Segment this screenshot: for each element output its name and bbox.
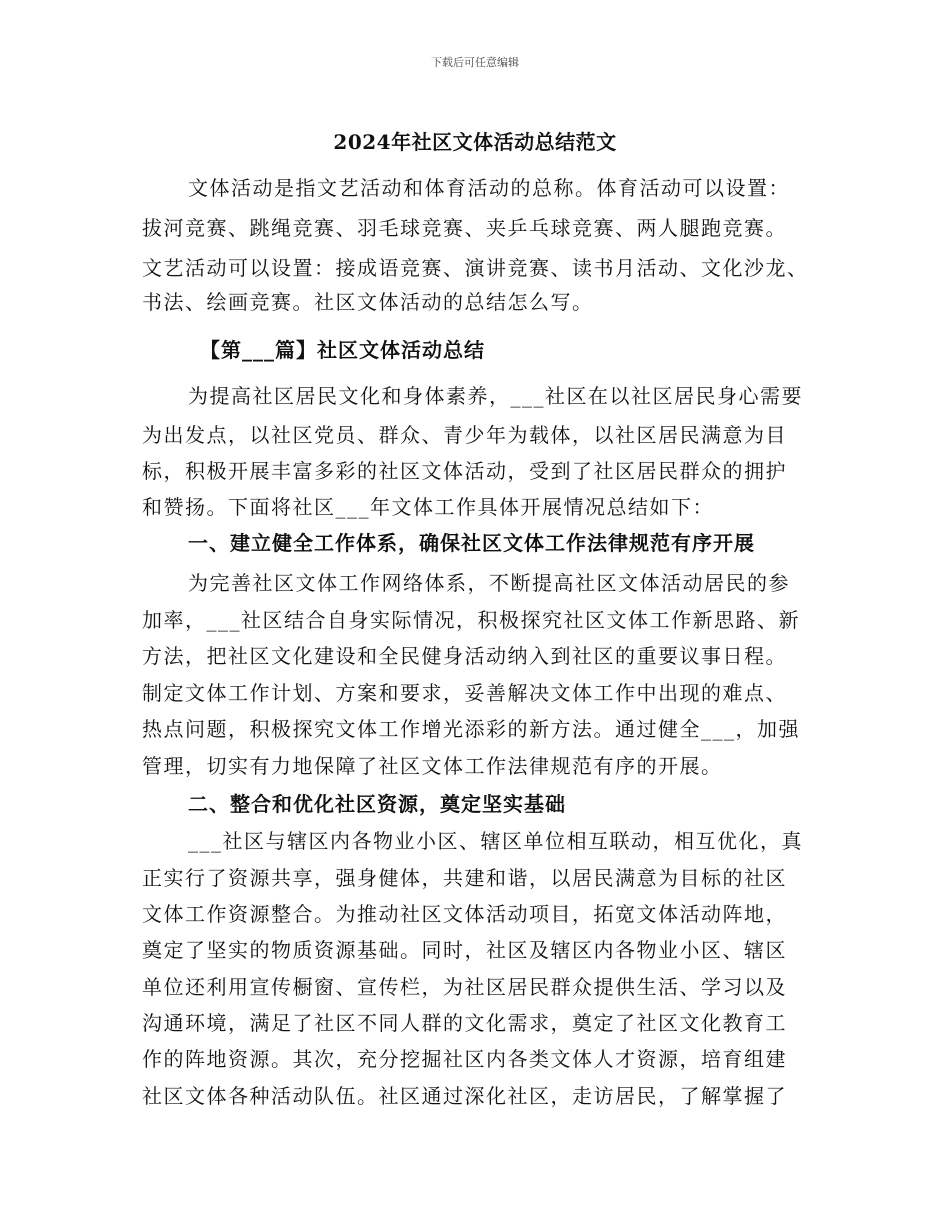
intro-line: 文体活动是指文艺活动和体育活动的总称。体育活动可以设置：: [188, 176, 790, 200]
subsection-heading-2: 二、整合和优化社区资源，奠定坚实基础: [188, 792, 566, 816]
header-note: 下载后可任意编辑: [431, 56, 519, 69]
paragraph-line: 文体工作资源整合。为推动社区文体活动项目，拓宽文体活动阵地，: [142, 902, 787, 926]
paragraph-line: 制定文体工作计划、方案和要求，妥善解决文体工作中出现的难点、: [142, 681, 787, 705]
section-heading: 【第___篇】社区文体活动总结: [200, 338, 485, 362]
document-title: 2024年社区文体活动总结范文: [333, 130, 617, 154]
paragraph-line: 正实行了资源共享，强身健体，共建和谐，以居民满意为目标的社区: [142, 866, 787, 890]
paragraph-line: 热点问题，积极探究文体工作增光添彩的新方法。通过健全___，加强: [142, 717, 800, 741]
intro-line: 文艺活动可以设置：接成语竞赛、演讲竞赛、读书月活动、文化沙龙、: [142, 256, 809, 280]
paragraph-line: 加率，___社区结合自身实际情况，积极探究社区文体工作新思路、新: [142, 608, 800, 632]
paragraph-line: 标，积极开展丰富多彩的社区文体活动，受到了社区居民群众的拥护: [142, 459, 787, 483]
paragraph-line: 方法，把社区文化建设和全民健身活动纳入到社区的重要议事日程。: [142, 644, 787, 668]
paragraph-line: 单位还利用宣传橱窗、宣传栏，为社区居民群众提供生活、学习以及: [142, 975, 787, 999]
paragraph-line: 奠定了坚实的物质资源基础。同时，社区及辖区内各物业小区、辖区: [142, 938, 787, 962]
paragraph-line: 为完善社区文体工作网络体系，不断提高社区文体活动居民的参: [188, 571, 790, 595]
paragraph-line: 和赞扬。下面将社区___年文体工作具体开展情况总结如下：: [142, 495, 714, 519]
paragraph-line: 管理，切实有力地保障了社区文体工作法律规范有序的开展。: [142, 754, 723, 778]
paragraph-line: 社区文体各种活动队伍。社区通过深化社区，走访居民，了解掌握了: [142, 1084, 787, 1108]
intro-line: 书法、绘画竞赛。社区文体活动的总结怎么写。: [142, 290, 594, 314]
paragraph-line: 沟通环境，满足了社区不同人群的文化需求，奠定了社区文化教育工: [142, 1011, 787, 1035]
subsection-heading-1: 一、建立健全工作体系，确保社区文体工作法律规范有序开展: [188, 531, 755, 555]
paragraph-line: ___社区与辖区内各物业小区、辖区单位相互联动，相互优化，真: [188, 829, 803, 853]
paragraph-line: 作的阵地资源。其次，充分挖掘社区内各类文体人才资源，培育组建: [142, 1047, 787, 1071]
paragraph-line: 为出发点，以社区党员、群众、青少年为载体，以社区居民满意为目: [142, 423, 787, 447]
paragraph-line: 为提高社区居民文化和身体素养，___社区在以社区居民身心需要: [188, 384, 803, 408]
intro-line: 拔河竞赛、跳绳竞赛、羽毛球竞赛、夹乒乓球竞赛、两人腿跑竞赛。: [142, 216, 787, 240]
